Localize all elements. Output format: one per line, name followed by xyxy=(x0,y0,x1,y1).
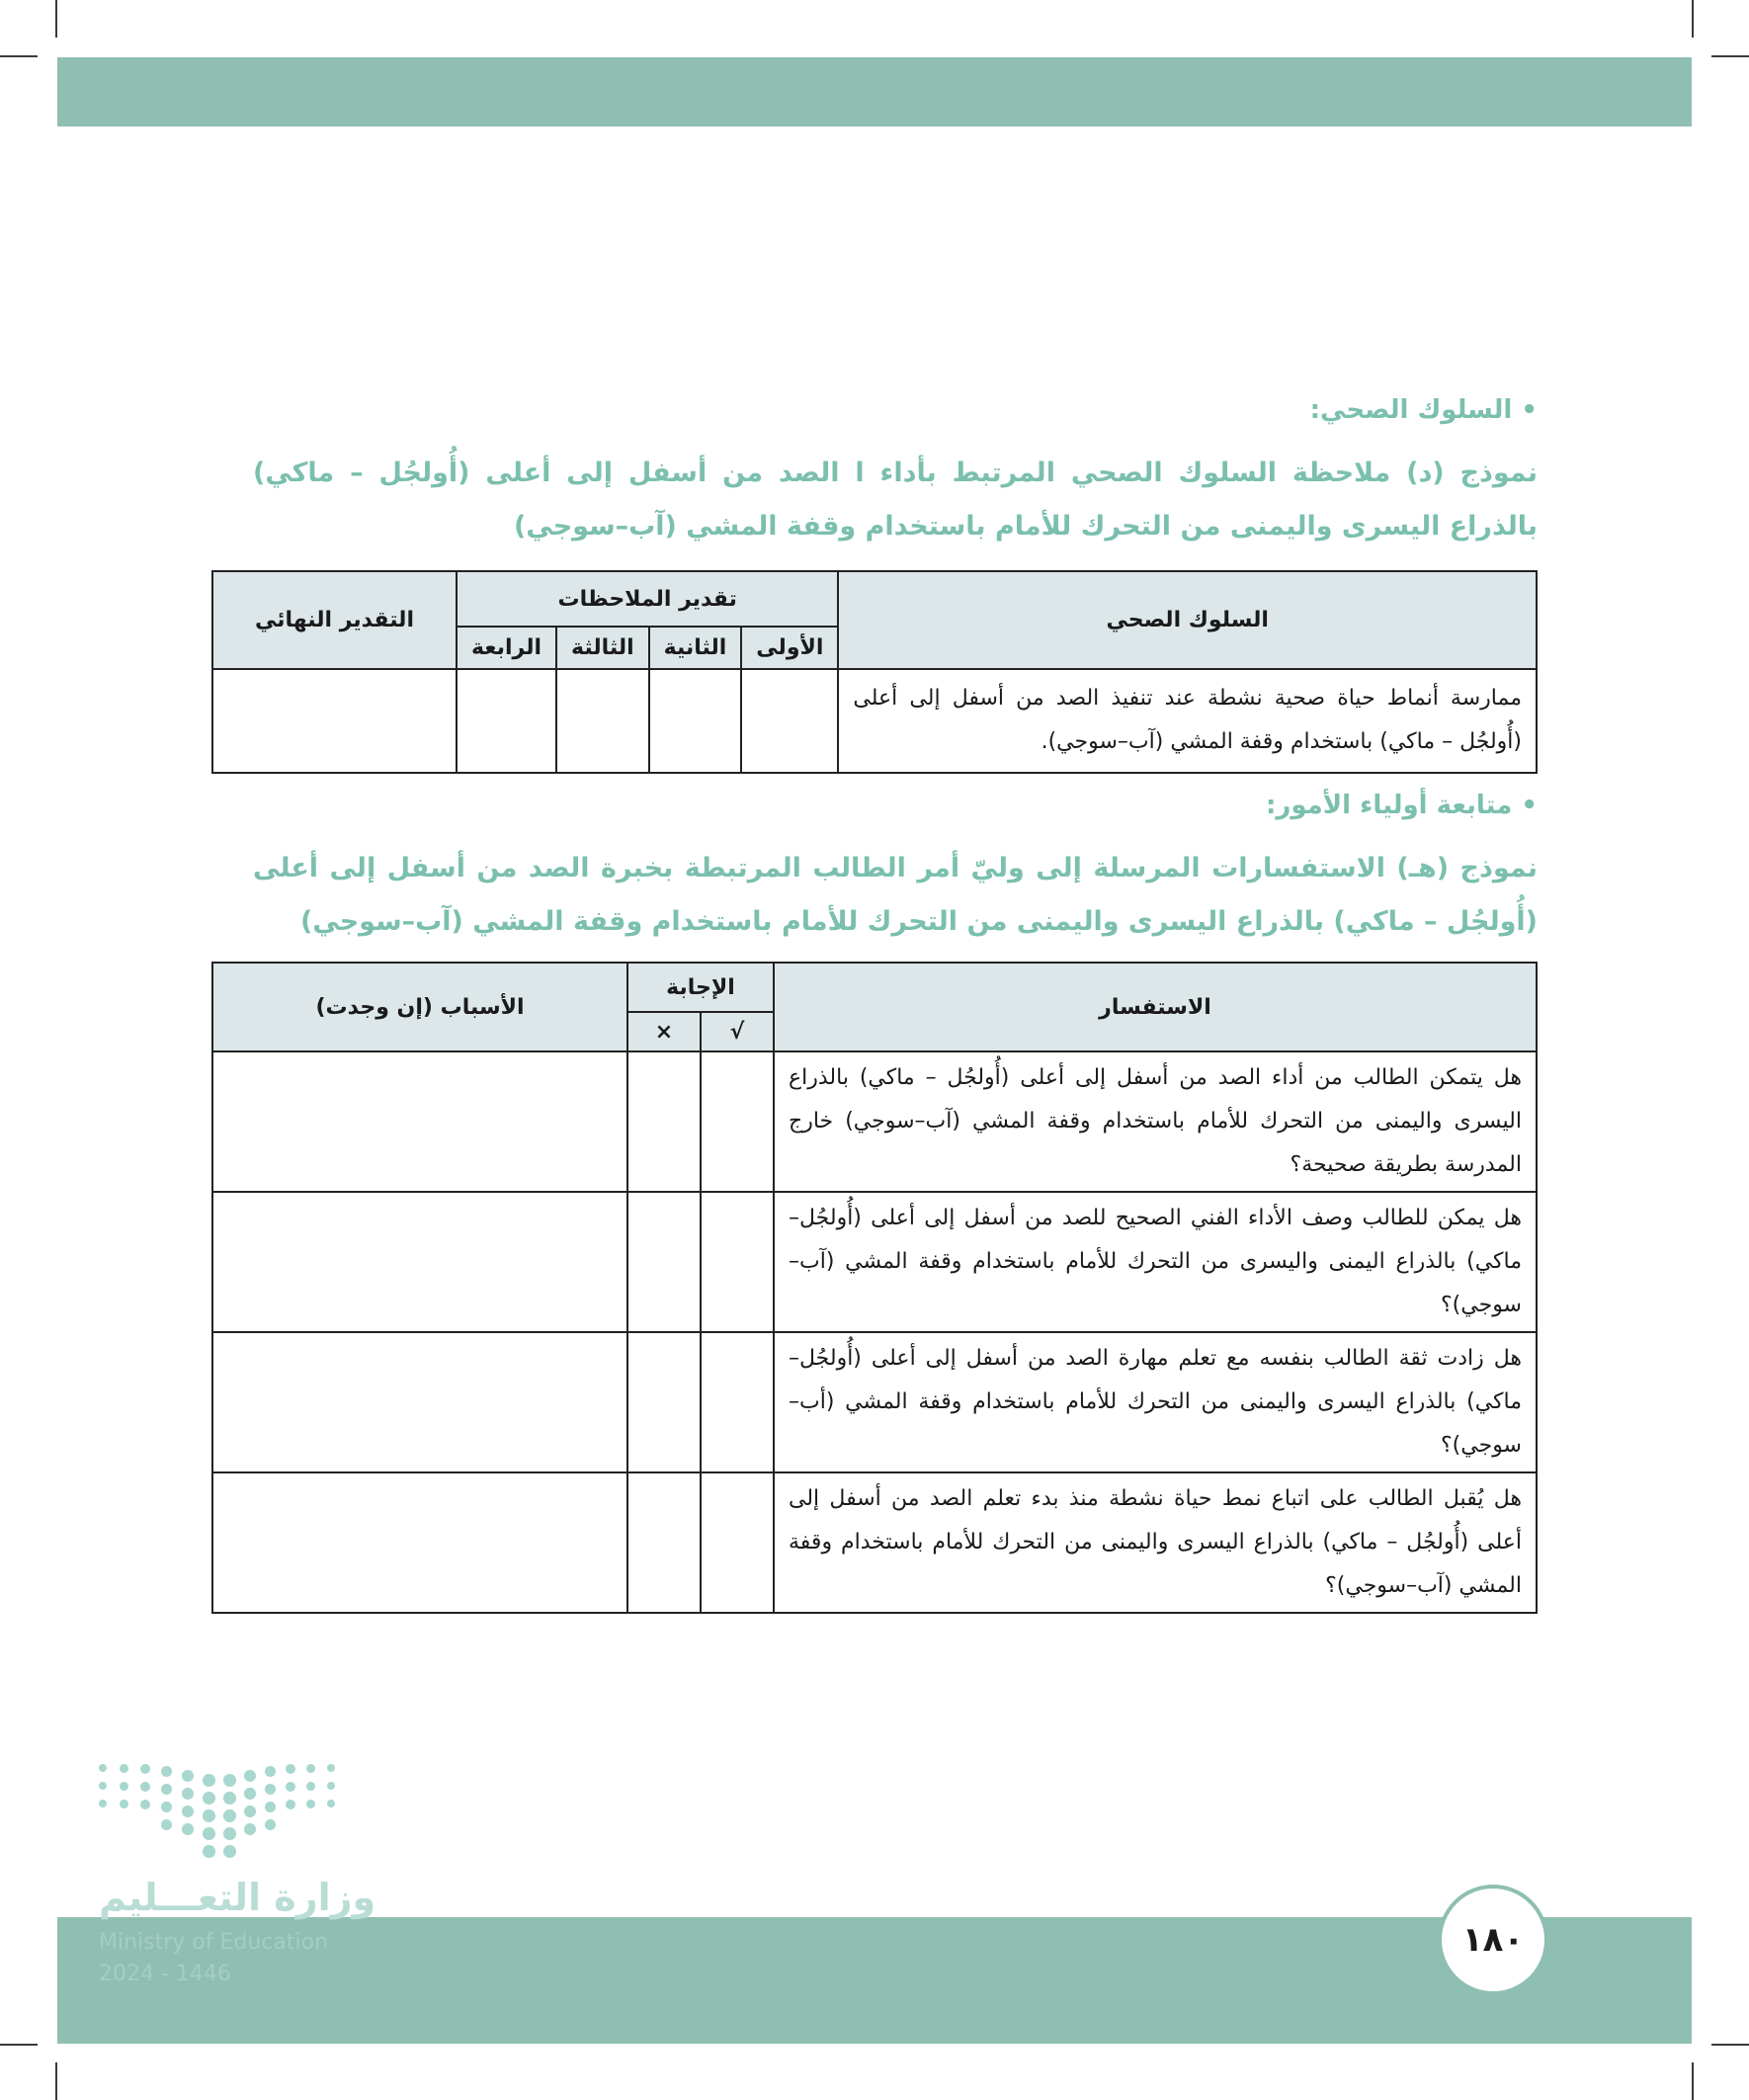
logo-dot xyxy=(161,1766,172,1777)
final-rating-cell[interactable] xyxy=(212,669,457,773)
rating-cell[interactable] xyxy=(457,669,556,773)
crop-mark xyxy=(0,2044,38,2046)
logo-dot xyxy=(265,1784,276,1795)
logo-dot xyxy=(99,1764,107,1772)
logo-dot xyxy=(223,1845,236,1858)
logo-dot xyxy=(286,1800,295,1809)
logo-dot xyxy=(182,1823,194,1835)
logo-dot xyxy=(99,1800,107,1807)
observation-table xyxy=(211,570,1538,774)
logo-dot xyxy=(140,1800,150,1809)
logo-dot xyxy=(182,1806,194,1817)
inquiry-cell: هل زادت ثقة الطالب بنفسه مع تعلم مهارة الصد من أسفل إلى أعلى (أُولجُل– ماكي) بالذراع اليسرى واليمنى من التحرك للأمام باستخدام وقفة المشي (أب– سوجي)؟ xyxy=(774,1332,1537,1472)
col-inquiry-header: الاستفسار xyxy=(774,963,1537,1051)
section-heading: • متابعة أولياء الأمور: xyxy=(1266,791,1538,820)
reasons-cell[interactable] xyxy=(212,1332,627,1472)
form-title: نموذج (د) ملاحظة السلوك الصحي المرتبط بأداء ا الصد من أسفل إلى أعلى (أُولجُل – ماكي) بالذراع اليسرى واليمنى من التحرك للأمام باستخدام وقفة المشي (آب–سوجي) xyxy=(253,458,1538,542)
crop-mark xyxy=(55,2062,57,2100)
logo-ministry-name: Ministry of Education xyxy=(99,1930,329,1955)
logo-dot xyxy=(120,1764,128,1773)
col-behavior-header: السلوك الصحي xyxy=(838,571,1537,669)
crop-mark xyxy=(55,0,57,38)
answer-no-header: × xyxy=(627,1012,701,1051)
rating-cell[interactable] xyxy=(649,669,742,773)
logo-dot xyxy=(99,1782,107,1790)
logo-dot xyxy=(223,1809,236,1822)
form-title: نموذج (هـ) الاستفسارات المرسلة إلى وليّ أمر الطالب المرتبطة بخبرة الصد من أسفل إلى أعلى (أُولجُل – ماكي) بالذراع اليسرى واليمنى من التحرك للأمام باستخدام وقفة المشي (آب–سوجي) xyxy=(253,853,1538,937)
inquiry-table xyxy=(211,962,1538,1614)
logo-arabic-text: وزارة التعـــليم xyxy=(99,1876,376,1919)
answer-no-cell[interactable] xyxy=(627,1472,701,1613)
col-answer-header: الإجابة xyxy=(627,963,774,1012)
ministry-logo xyxy=(99,1764,356,1863)
answer-no-cell[interactable] xyxy=(627,1332,701,1472)
reasons-cell[interactable] xyxy=(212,1472,627,1613)
logo-dot xyxy=(265,1819,276,1830)
logo-year: 2024 - 1446 xyxy=(99,1962,231,1986)
logo-dot xyxy=(161,1784,172,1795)
logo-dot xyxy=(203,1827,215,1840)
logo-dot xyxy=(265,1766,276,1777)
answer-yes-cell[interactable] xyxy=(701,1051,774,1192)
logo-dot xyxy=(327,1800,335,1807)
crop-mark xyxy=(1692,0,1694,38)
inquiry-cell: هل يتمكن الطالب من أداء الصد من أسفل إلى أعلى (أُولجُل – ماكي) بالذراع اليسرى واليمنى من التحرك للأمام باستخدام وقفة المشي (آب–سوجي) خارج المدرسة بطريقة صحيحة؟ xyxy=(774,1051,1537,1192)
logo-dot xyxy=(244,1770,256,1782)
logo-dot xyxy=(306,1800,315,1808)
logo-english-text xyxy=(99,1927,328,1990)
answer-yes-cell[interactable] xyxy=(701,1472,774,1613)
answer-no-cell[interactable] xyxy=(627,1192,701,1332)
logo-dot xyxy=(327,1782,335,1790)
logo-dot xyxy=(223,1792,236,1805)
logo-dot xyxy=(223,1827,236,1840)
sub-col-header: الثانية xyxy=(649,627,742,669)
header-band xyxy=(57,57,1692,126)
logo-dot xyxy=(306,1782,315,1791)
logo-dot xyxy=(182,1770,194,1782)
logo-dot xyxy=(120,1800,128,1808)
inquiry-cell: هل يُقبل الطالب على اتباع نمط حياة نشطة منذ بدء تعلم الصد من أسفل إلى أعلى (أُولجُل – ماكي) بالذراع اليسرى واليمنى من التحرك للأمام باستخدام وقفة المشي (آب–سوجي)؟ xyxy=(774,1472,1537,1613)
logo-dot xyxy=(244,1823,256,1835)
crop-mark xyxy=(1711,2044,1749,2046)
behavior-cell: ممارسة أنماط حياة صحية نشطة عند تنفيذ الصد من أسفل إلى أعلى (أُولجُل – ماكي) باستخدام وقفة المشي (آب–سوجي). xyxy=(838,669,1537,773)
logo-dot xyxy=(244,1788,256,1800)
logo-dot xyxy=(182,1788,194,1800)
reasons-cell[interactable] xyxy=(212,1192,627,1332)
answer-yes-cell[interactable] xyxy=(701,1332,774,1472)
logo-dot xyxy=(265,1802,276,1812)
col-ratings-header: تقدير الملاحظات xyxy=(457,571,838,627)
answer-yes-header: √ xyxy=(701,1012,774,1051)
logo-dot xyxy=(203,1792,215,1805)
logo-dot xyxy=(161,1819,172,1830)
page-number: ١٨٠ xyxy=(1438,1885,1548,1995)
logo-dot xyxy=(223,1774,236,1787)
sub-col-header: الثالثة xyxy=(556,627,649,669)
logo-dot xyxy=(203,1845,215,1858)
col-reasons-header: الأسباب (إن وجدت) xyxy=(212,963,627,1051)
crop-mark xyxy=(1711,55,1749,57)
inquiry-cell: هل يمكن للطالب وصف الأداء الفني الصحيح للصد من أسفل إلى أعلى (أُولجُل– ماكي) بالذراع اليمنى واليسرى من التحرك للأمام باستخدام وقفة المشي (آب– سوجي)؟ xyxy=(774,1192,1537,1332)
logo-dot xyxy=(286,1782,295,1792)
logo-dot xyxy=(120,1782,128,1791)
crop-mark xyxy=(1692,2062,1694,2100)
logo-dot xyxy=(203,1809,215,1822)
logo-dot xyxy=(286,1764,295,1774)
reasons-cell[interactable] xyxy=(212,1051,627,1192)
crop-mark xyxy=(0,55,38,57)
logo-dot xyxy=(140,1764,150,1774)
section-heading: • السلوك الصحي: xyxy=(1309,395,1538,425)
rating-cell[interactable] xyxy=(556,669,649,773)
logo-dot xyxy=(140,1782,150,1792)
answer-yes-cell[interactable] xyxy=(701,1192,774,1332)
sub-col-header: الرابعة xyxy=(457,627,556,669)
rating-cell[interactable] xyxy=(741,669,838,773)
col-final-header: التقدير النهائي xyxy=(212,571,457,669)
logo-dot xyxy=(244,1806,256,1817)
logo-dot xyxy=(306,1764,315,1773)
answer-no-cell[interactable] xyxy=(627,1051,701,1192)
logo-dot xyxy=(203,1774,215,1787)
sub-col-header: الأولى xyxy=(741,627,838,669)
logo-dot xyxy=(327,1764,335,1772)
logo-dot xyxy=(161,1802,172,1812)
logo-dot-pattern xyxy=(99,1764,356,1863)
